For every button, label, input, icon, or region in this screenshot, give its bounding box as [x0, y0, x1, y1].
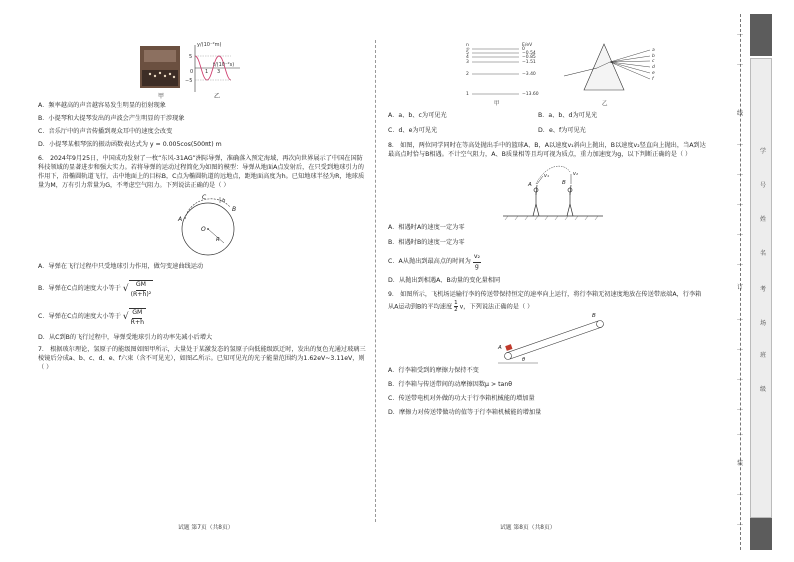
binding-char-8: … [737, 260, 743, 267]
q7-option-c: C．d、e为可见光 [388, 126, 438, 134]
q9-stem [388, 291, 706, 313]
level-3-e: −1.51 [522, 60, 536, 65]
wave-x2: 3 [217, 69, 221, 75]
footer-page-8: 试题 第8页（共8页） [500, 525, 556, 531]
q6-option-c-text: C．导弹在C点的速度大小等于 [38, 313, 121, 321]
q6-c-denominator: R+h [130, 318, 145, 326]
info-label-2: 号 [760, 182, 767, 189]
q6-c-numerator: GM [132, 309, 142, 319]
wave-origin: 0 [190, 69, 194, 75]
q5-option-d: D．小提琴某根琴弦的振动函数表达式为 y = 0.005cos(500πt) m [38, 140, 222, 148]
fig8-label-a: A [528, 181, 532, 188]
figure-5 [102, 40, 242, 102]
ray-d: d [652, 65, 655, 70]
q8-c-denominator: g [474, 262, 479, 270]
q8-option-c-text: C．A从抛出到最高点的时间为 [388, 257, 471, 265]
binding-char-14: … [737, 430, 743, 437]
binding-top-block [750, 14, 772, 56]
info-label-8: 级 [760, 386, 767, 393]
level-1-n: 1 [466, 92, 469, 97]
q9-stem-part2: v，下列说法正确的是（ ） [459, 303, 534, 311]
binding-bottom-block [750, 518, 772, 550]
q9-option-a: A．行李箱受到的摩擦力保持不变 [388, 366, 479, 374]
level-4-n: 4 [466, 55, 469, 60]
prism-diagram [564, 44, 655, 107]
q9-option-b: B．行李箱与传送带间的动摩擦因数μ > tanθ [388, 380, 513, 388]
orbit-label-b: B [232, 205, 237, 213]
energy-level-diagram [466, 42, 539, 107]
level-2-n: 2 [466, 72, 469, 77]
q5-option-b: B．小提琴和大提琴发出的声波会产生明显的干涉现象 [38, 114, 185, 122]
page-8-column [388, 40, 706, 418]
info-label-1: 学 [760, 148, 767, 155]
figure-6-orbit [168, 191, 248, 261]
level-3-n: 3 [466, 60, 469, 65]
q8-option-b: B．相遇时B的速度一定为零 [388, 238, 465, 246]
fig9-label-a: A [498, 344, 502, 351]
energy-inf: ∞ [466, 47, 470, 52]
figure-8 [498, 160, 608, 222]
binding-char-7: … [737, 230, 743, 237]
q8-option-c [388, 253, 706, 272]
info-label-6: 场 [760, 320, 767, 327]
energy-e-header: E/eV [522, 43, 533, 48]
level-5-n: 5 [466, 51, 469, 56]
binding-strip [726, 0, 794, 562]
fig8-label-b: B [562, 179, 566, 186]
binding-char-16: … [737, 490, 743, 497]
label-yi-7: 乙 [602, 101, 608, 107]
energy-n-header: n [466, 43, 469, 48]
q6-option-a: A．导弹在飞行过程中只受地球引力作用，做匀变速曲线运动 [38, 262, 204, 270]
info-label-7: 班 [760, 352, 767, 359]
q6-option-c: C．导弹在C点的速度大小等于 √ $\frac{GM}{R+h}$ [38, 308, 145, 326]
q5-option-c: C．音乐厅中的声音传播到观众耳中的速度会改变 [38, 127, 173, 135]
q6-stem: 6． 2024年9月25日，中国成功发射了一枚“东风-31AG”洲际导弹，准确落入预定海域，再次向世界展示了中国在国防科技领域的显著进步和强大实力。若将导弹的运动过程简化为如图的模型：导弹从地面A点发射后，在只受到地球引力的作用下，沿椭圆轨道飞行，击中地面上的目标B，C点为椭圆轨道的远地点，距地面高度为h。已知地球半径为R，地球质量为M，万有引力常量为G，不考虑空气阻力。下列说法正确的是（ ） [38, 154, 365, 189]
fig8-label-v1: v₁ [544, 172, 549, 179]
level-4-e: −0.85 [522, 55, 536, 60]
binding-char-5: … [737, 170, 743, 177]
binding-char-12: … [737, 375, 743, 382]
q5-option-a: A．频率越高的声音越容易发生明显的衍射现象 [38, 102, 166, 109]
binding-char-10: … [737, 315, 743, 322]
fig9-label-theta: θ [522, 356, 526, 363]
binding-char-3: 线 [736, 110, 743, 117]
ray-b: b [652, 54, 655, 59]
ray-e: e [652, 71, 655, 76]
q6-option-b: B．导弹在C点的速度大小等于 √ $\frac{GM}{\text{(R+h)²}}$ [38, 280, 152, 298]
fig8-label-v2: v₂ [573, 170, 578, 177]
page-7-column [38, 40, 368, 373]
info-label-3: 姓 [760, 216, 767, 223]
label-jia-7: 甲 [494, 101, 500, 107]
q9-frac-den: 2 [454, 306, 458, 313]
binding-char-2: … [737, 60, 743, 67]
orbit-label-c: C [202, 193, 207, 201]
label-jia-5: 甲 [158, 93, 165, 100]
q9-stem-part1: 9． 如图所示，飞机场运输行李的传送带保持恒定的速率向上运行，将行李箱无初速度地放在传送带底端A，行李箱从A运动到B的平均速度 [388, 290, 702, 311]
q8-option-d: D．从抛出到相遇A、B动量的变化量相同 [388, 276, 501, 284]
figure-9 [488, 313, 618, 365]
ray-a: a [652, 48, 655, 53]
energy-zero: 0 [522, 47, 525, 52]
level-5-e: −0.54 [522, 51, 536, 56]
q7-option-b: B．a、b、d为可见光 [538, 112, 598, 119]
q7-stem: 7． 根据玻尔理论，氢原子的能级图如图甲所示，大量处于某激发态的氢原子向低能级跃迁时，发出的复色光通过玻璃三棱镜后分成a、b、c、d、e、f六束（含不可见光），如图乙所示。已知可见光的光子能量范围约为1.62eV~3.11eV，则（ ） [38, 345, 366, 371]
wave-graph [185, 42, 240, 100]
footer-page-7: 试题 第7页（共8页） [178, 525, 234, 531]
wave-y-bottom: −5 [185, 78, 193, 84]
binding-char-4: … [737, 140, 743, 147]
q8-stem: 8． 如图，两位同学同时在等高处抛出手中的篮球A、B，A以速度v₁斜向上抛出，B以速度v₂竖直向上抛出，当A到达最高点时恰与B相遇。不计空气阻力，A、B质量相等且均可视为质点，重力加速度为g，以下判断正确的是（ ） [388, 141, 706, 158]
level-2-e: −3.40 [522, 72, 536, 77]
figure-7 [464, 40, 664, 108]
fig9-label-b: B [592, 312, 596, 319]
q7-option-a: A．a、b、c为可见光 [388, 112, 447, 119]
q7-option-d: D．e、f为可见光 [538, 126, 586, 134]
orbit-label-r: R [216, 236, 220, 243]
q8-option-a: A．相遇时A的速度一定为零 [388, 223, 465, 231]
orbit-label-o: O [201, 225, 206, 233]
wave-x-axis-label: t/(10⁻²s) [213, 62, 235, 68]
q9-frac-num: 1 [454, 299, 458, 306]
binding-char-1: … [737, 30, 743, 37]
binding-char-9: 订 [736, 284, 743, 291]
binding-char-13: … [737, 405, 743, 412]
info-label-4: 名 [760, 250, 767, 257]
orbit-label-h: h [222, 197, 226, 204]
column-divider [375, 40, 376, 522]
ray-c: c [652, 59, 655, 64]
q9-option-c: C．传送带电机对外做的功大于行李箱机械能的增加量 [388, 394, 535, 402]
ray-f: f [652, 77, 654, 82]
level-1-e: −13.60 [522, 92, 539, 97]
wave-y-top: 5 [189, 54, 193, 60]
q6-option-b-text: B．导弹在C点的速度大小等于 [38, 285, 121, 293]
q6-b-denominator: (R+h)² [130, 290, 152, 298]
binding-char-15: 装 [736, 460, 743, 467]
q6-b-numerator: GM [136, 281, 146, 291]
binding-char-11: … [737, 345, 743, 352]
orbit-label-a: A [178, 215, 183, 223]
label-yi-5: 乙 [214, 93, 221, 100]
q8-c-numerator: v₂ [473, 253, 481, 263]
wave-x1: 1 [205, 69, 209, 75]
binding-char-6: … [737, 200, 743, 207]
q7-options [388, 112, 706, 136]
q9-option-d: D．摩擦力对传送带做功的值等于行李箱机械能的增加量 [388, 408, 542, 416]
q6-option-d: D．从C到B的飞行过程中，导弹受地球引力的功率先减小后增大 [38, 333, 213, 341]
wave-y-axis-label: y/(10⁻²m) [197, 42, 222, 48]
binding-char-17: … [737, 520, 743, 527]
info-label-5: 考 [760, 286, 767, 293]
